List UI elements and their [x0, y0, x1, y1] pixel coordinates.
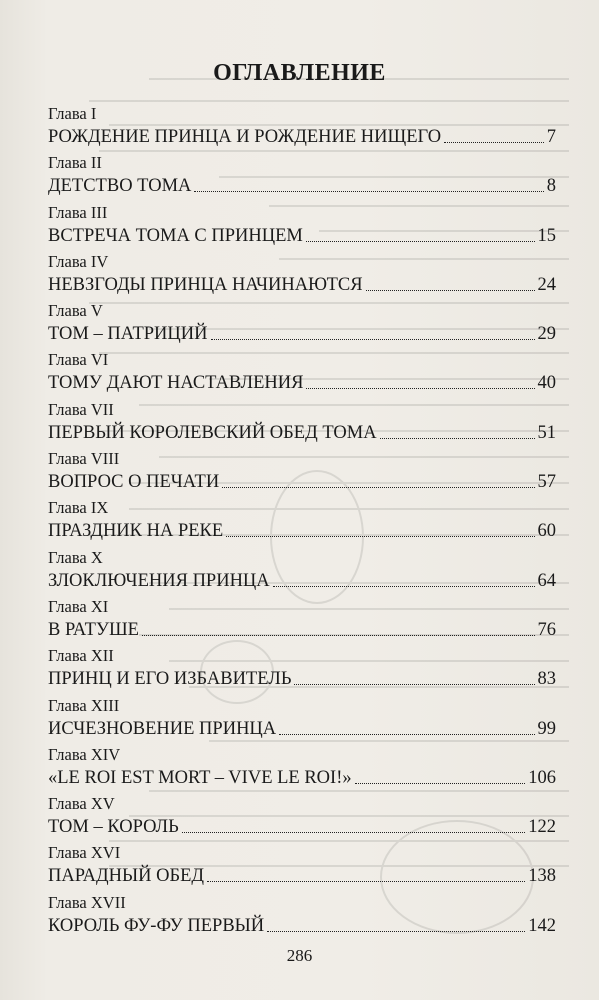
toc-entry — [48, 498, 556, 547]
chapter-page-number: 57 — [537, 472, 556, 493]
chapter-label: Глава I — [48, 104, 97, 123]
chapter-label: Глава X — [48, 547, 103, 567]
toc-line — [48, 520, 556, 542]
dot-leader — [194, 190, 543, 192]
toc-entry — [48, 449, 556, 498]
dot-leader — [226, 535, 534, 537]
chapter-title: ВОПРОС О ПЕЧАТИ — [48, 472, 220, 493]
chapter-label: Глава XI — [48, 596, 109, 616]
toc-line — [48, 175, 556, 197]
page-title: ОГЛАВЛЕНИЕ — [213, 60, 386, 86]
toc-line — [48, 422, 556, 444]
dot-leader — [355, 782, 526, 784]
toc-entry — [48, 794, 556, 843]
toc-entry — [48, 400, 556, 449]
chapter-title: КОРОЛЬ ФУ-ФУ ПЕРВЫЙ — [48, 915, 265, 936]
toc-entry — [48, 252, 556, 301]
dot-leader — [444, 141, 544, 143]
chapter-label: Глава II — [48, 153, 102, 173]
toc-entry — [48, 153, 556, 202]
dot-leader — [207, 880, 525, 882]
chapter-title: ТОМ – ПАТРИЦИЙ — [48, 324, 208, 345]
chapter-page-number: 40 — [537, 373, 556, 394]
toc-entry — [48, 548, 556, 597]
dot-leader — [306, 387, 534, 389]
toc-entry — [48, 696, 556, 745]
dot-leader — [366, 289, 535, 291]
toc-line — [48, 865, 556, 887]
toc-line — [48, 471, 556, 493]
toc-line — [48, 323, 556, 345]
chapter-page-number: 8 — [546, 176, 556, 197]
chapter-page-number: 64 — [537, 570, 556, 591]
dot-leader — [294, 683, 534, 685]
toc-entry — [48, 597, 556, 646]
toc-line — [48, 126, 556, 148]
toc-entry — [48, 646, 556, 695]
chapter-title: ПРИНЦ И ЕГО ИЗБАВИТЕЛЬ — [48, 669, 292, 690]
chapter-title: НЕВЗГОДЫ ПРИНЦА НАЧИНАЮТСЯ — [48, 274, 363, 295]
chapter-title: ТОМУ ДАЮТ НАСТАВЛЕНИЯ — [48, 373, 304, 394]
dot-leader — [380, 437, 535, 439]
toc-entry — [48, 893, 556, 942]
chapter-title: В РАТУШЕ — [48, 619, 139, 640]
dot-leader — [306, 240, 535, 242]
toc-line — [48, 570, 556, 592]
toc-line — [48, 372, 556, 394]
toc-line — [48, 668, 556, 690]
chapter-page-number: 106 — [528, 767, 556, 788]
chapter-page-number: 7 — [546, 127, 556, 147]
chapter-page-number: 29 — [537, 324, 556, 345]
chapter-label: Глава XII — [48, 646, 114, 666]
chapter-title: ПРАЗДНИК НА РЕКЕ — [48, 521, 224, 542]
chapter-page-number: 138 — [528, 866, 556, 887]
chapter-title: ВСТРЕЧА ТОМА С ПРИНЦЕМ — [48, 225, 303, 246]
toc-line — [48, 619, 556, 641]
dot-leader — [279, 733, 534, 735]
chapter-label: Глава XV — [48, 794, 115, 814]
chapter-title: ТОМ – КОРОЛЬ — [48, 817, 179, 838]
chapter-title: ИСЧЕЗНОВЕНИЕ ПРИНЦА — [48, 718, 277, 739]
chapter-page-number: 15 — [537, 225, 556, 246]
chapter-title: РОЖДЕНИЕ ПРИНЦА И РОЖДЕНИЕ НИЩЕГО — [48, 127, 442, 147]
toc-line — [48, 816, 556, 838]
dot-leader — [182, 831, 526, 833]
toc-entry — [48, 301, 556, 350]
chapter-page-number: 83 — [537, 669, 556, 690]
toc-line — [48, 915, 556, 937]
chapter-title: ПЕРВЫЙ КОРОЛЕВСКИЙ ОБЕД ТОМА — [48, 422, 377, 443]
chapter-page-number: 76 — [537, 619, 556, 640]
chapter-label: Глава IX — [48, 498, 109, 518]
chapter-label: Глава V — [48, 301, 103, 321]
chapter-label: Глава XVI — [48, 843, 121, 863]
chapter-page-number: 122 — [528, 817, 556, 838]
chapter-label: Глава VII — [48, 399, 114, 419]
toc-entry — [48, 745, 556, 794]
chapter-label: Глава XIII — [48, 695, 120, 715]
chapter-title: «LE ROI EST MORT – VIVE LE ROI!» — [48, 767, 352, 788]
toc-line — [48, 767, 556, 789]
page-number: 286 — [286, 946, 313, 965]
dot-leader — [273, 585, 535, 587]
toc-line — [48, 718, 556, 740]
toc-entry — [48, 350, 556, 399]
toc-entry — [48, 203, 556, 252]
chapter-label: Глава VIII — [48, 449, 120, 469]
dot-leader — [267, 930, 525, 932]
dot-leader — [211, 338, 535, 340]
toc-entry — [48, 104, 556, 153]
toc-line — [48, 225, 556, 247]
toc-entry — [48, 843, 556, 892]
chapter-page-number: 99 — [537, 718, 556, 739]
chapter-page-number: 142 — [528, 915, 556, 936]
chapter-label: Глава III — [48, 202, 108, 222]
chapter-title: ЗЛОКЛЮЧЕНИЯ ПРИНЦА — [48, 570, 270, 591]
toc-line — [48, 274, 556, 296]
chapter-label: Глава XIV — [48, 744, 121, 764]
chapter-page-number: 51 — [537, 422, 556, 443]
chapter-page-number: 60 — [537, 521, 556, 542]
dot-leader — [222, 486, 534, 488]
chapter-label: Глава IV — [48, 251, 109, 271]
chapter-title: ДЕТСТВО ТОМА — [48, 176, 192, 197]
chapter-label: Глава XVII — [48, 892, 126, 912]
chapter-label: Глава VI — [48, 350, 109, 370]
table-of-contents — [48, 104, 556, 942]
chapter-title: ПАРАДНЫЙ ОБЕД — [48, 866, 205, 887]
chapter-page-number: 24 — [537, 274, 556, 295]
dot-leader — [142, 634, 535, 636]
